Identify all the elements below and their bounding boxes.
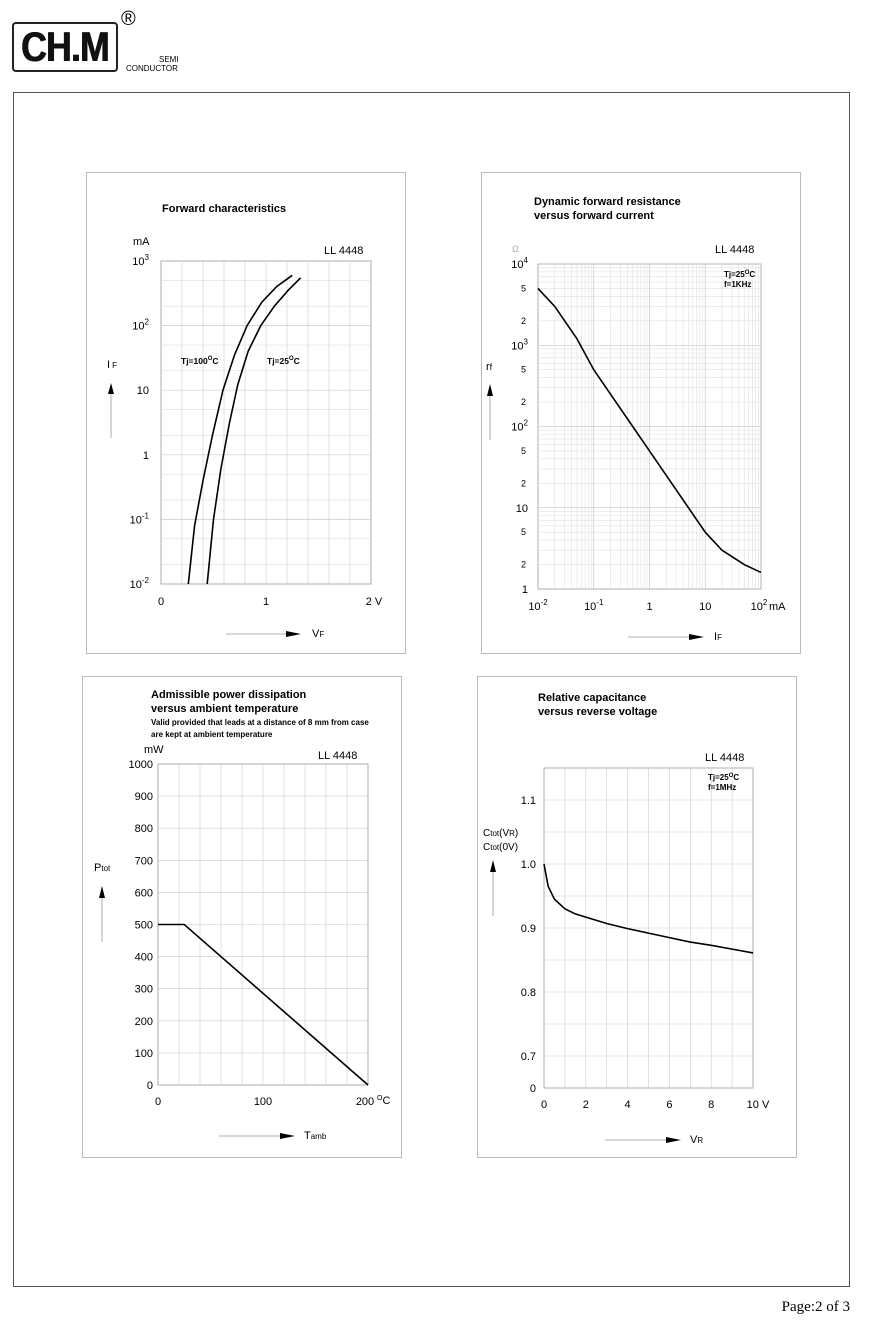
logo-text: CH.M [21, 23, 109, 70]
y-tick-labels [129, 759, 153, 1092]
x-tick-label: 100 [253, 1096, 273, 1108]
y-tick-minor: 5 [520, 445, 526, 456]
x-axis-arrow-head [689, 634, 704, 640]
y-tick-major: 10 [515, 502, 528, 515]
x-unit-label: $^O$C [377, 1095, 391, 1107]
y-tick-labels [130, 253, 150, 591]
y-tick-minor: 5 [520, 283, 526, 294]
y-tick-label: 0.7 [520, 1051, 536, 1063]
part-number: LL 4448 [318, 750, 358, 762]
y-tick-label: 500 [134, 919, 153, 932]
y-tick-label: 300 [134, 983, 153, 996]
y-tick-label: 0 [529, 1083, 536, 1095]
condition-freq: f=1MHz [708, 783, 737, 792]
x-tick-label: 10 V [746, 1099, 770, 1111]
x-tick-label: 8 [708, 1099, 715, 1111]
y-tick-label: 400 [134, 951, 153, 964]
y-tick-label: $10^{-2}$ [129, 576, 149, 591]
y-unit: mW [144, 744, 164, 756]
y-tick-label: 700 [134, 855, 153, 868]
x-axis-symbol: VR [690, 1134, 704, 1146]
dynamic-resistance-chart [481, 172, 801, 654]
part-number: LL 4448 [324, 245, 364, 257]
y-tick-label: 100 [134, 1047, 153, 1060]
x-tick-labels [155, 1095, 391, 1108]
y-tick-labels [521, 795, 536, 1095]
x-axis-arrow-head [286, 631, 301, 637]
x-tick-label: 200 [355, 1096, 375, 1108]
chart-title-line2: versus forward current [534, 210, 654, 222]
x-tick-label: $10^{-1}$ [584, 598, 604, 613]
x-tick-label: $10^{-2}$ [528, 598, 548, 613]
x-tick-label: 2 [582, 1099, 589, 1111]
chart-title-line1: Admissible power dissipation [151, 689, 307, 701]
y-tick-label: $10^2$ [132, 317, 149, 333]
y-tick-major: 1 [521, 584, 528, 596]
chart-title-line2: versus ambient temperature [151, 703, 299, 715]
chart-title-line2: versus reverse voltage [538, 706, 658, 718]
chart-title: Forward characteristics [162, 203, 287, 215]
y-tick-label: 200 [134, 1015, 153, 1028]
x-axis-symbol: IF [714, 631, 722, 643]
page-number: Page:2 of 3 [781, 1299, 850, 1315]
x-axis-symbol: Tamb [304, 1130, 327, 1142]
y-tick-label: 0.8 [520, 987, 536, 999]
y-tick-label: 1 [142, 449, 149, 462]
chart-title-line1: Dynamic forward resistance [534, 196, 681, 208]
x-tick-label: 0 [157, 596, 165, 608]
x-tick-label: 6 [666, 1099, 673, 1111]
x-tick-labels [528, 598, 786, 613]
y-axis-symbol: Ptot [94, 862, 111, 874]
x-axis-symbol: VF [312, 628, 325, 640]
registered-mark: ® [121, 8, 136, 30]
condition-temp: $Tj=25^OC$ [708, 773, 740, 782]
y-tick-label: 900 [134, 791, 153, 804]
x-axis-arrow-head [280, 1133, 295, 1139]
curve-label-25: $Tj=25^OC$ [267, 356, 300, 366]
x-tick-labels [541, 1099, 770, 1111]
y-tick-major: $10^3$ [511, 337, 528, 353]
note-line1: Valid provided that leads at a distance of 8 mm from case [151, 718, 369, 727]
y-tick-label: 0 [146, 1080, 153, 1092]
x-tick-labels [158, 596, 383, 608]
forward-characteristics-chart [86, 172, 406, 654]
company-logo [12, 22, 118, 72]
grid [538, 264, 761, 589]
y-axis-arrow-head [487, 384, 493, 396]
y-tick-labels [511, 256, 528, 596]
y-tick-label: 1.1 [520, 795, 536, 807]
y-tick-minor: 2 [520, 315, 526, 326]
semiconductor-label [126, 55, 179, 73]
y-tick-label: 0.9 [520, 923, 536, 935]
x-tick-label: 0 [154, 1096, 162, 1108]
x-tick-label: $10^2$ [750, 598, 768, 613]
y-tick-minor: 5 [520, 364, 526, 375]
curve-label-100: $Tj=100^OC$ [181, 356, 219, 366]
y-unit: mA [133, 236, 150, 248]
part-number: LL 4448 [715, 244, 755, 256]
x-tick-label: 10 [699, 601, 712, 613]
y-tick-label: $10^{-1}$ [129, 511, 149, 527]
y-tick-label: $10^3$ [132, 253, 149, 268]
series-line-0 [188, 275, 292, 584]
x-tick-label: 4 [624, 1099, 631, 1111]
y-axis-symbol: rf [486, 361, 493, 373]
y-tick-label: 600 [134, 887, 153, 900]
y-axis-symbol: I F [107, 359, 117, 371]
x-unit-label: mA [769, 601, 786, 613]
y-tick-label: 1.0 [520, 859, 536, 871]
y-tick-minor: 2 [520, 397, 526, 408]
y-tick-label: 800 [134, 823, 153, 836]
semi-line2: CONDUCTOR [126, 64, 178, 73]
chart-border [478, 677, 797, 1158]
semi-line1: SEMI [159, 55, 179, 64]
ohm-unit: Ω [512, 244, 519, 254]
grid [544, 768, 753, 1088]
y-axis-arrow-head [490, 860, 496, 872]
y-tick-minor: 5 [520, 527, 526, 538]
series-line-1 [207, 278, 300, 584]
x-tick-label: 1 [646, 601, 653, 613]
power-dissipation-chart [82, 676, 402, 1158]
condition-temp: $Tj=25^OC$ [724, 270, 756, 279]
y-tick-label: 1000 [128, 759, 153, 771]
y-tick-minor: 2 [520, 559, 526, 570]
part-number: LL 4448 [705, 752, 745, 764]
x-tick-label: 0 [540, 1099, 548, 1111]
note-line2: are kept at ambient temperature [151, 730, 273, 739]
x-tick-label: 1 [262, 596, 270, 608]
y-axis-arrow-head [108, 383, 114, 394]
y-tick-minor: 2 [520, 478, 526, 489]
y-axis-numerator: Ctot(VR) [483, 828, 519, 839]
condition-freq: f=1KHz [724, 280, 752, 289]
y-tick-major: $10^2$ [511, 418, 528, 434]
grid [161, 261, 371, 584]
y-axis-denominator: Ctot(0V) [483, 842, 519, 853]
grid [158, 764, 368, 1085]
x-axis-arrow-head [666, 1137, 681, 1143]
relative-capacitance-chart [477, 676, 797, 1158]
x-tick-label: 2 V [365, 596, 383, 608]
y-axis-arrow-head [99, 886, 105, 898]
chart-title-line1: Relative capacitance [538, 692, 647, 704]
y-tick-major: $10^4$ [511, 256, 528, 271]
y-tick-label: 10 [136, 385, 149, 398]
series-group [188, 275, 300, 584]
